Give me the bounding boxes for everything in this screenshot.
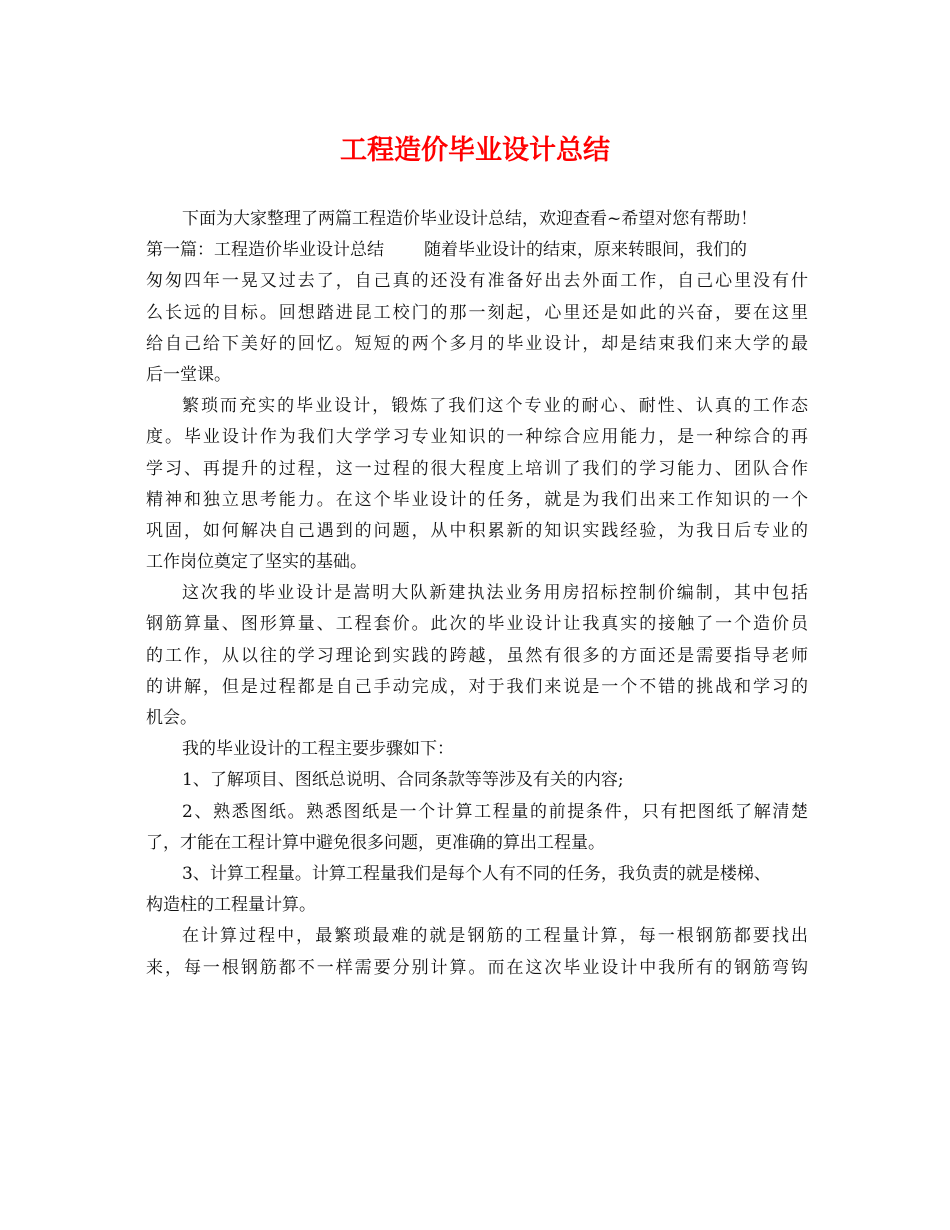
text-line: 么长远的目标。回想踏进昆工校门的那一刻起，心里还是如此的兴奋，要在这里 [146,302,808,323]
text-line: 学习、再提升的过程，这一过程的很大程度上培训了我们的学习能力、团队合作 [146,458,808,479]
text-line: 繁琐而充实的毕业设计，锻炼了我们这个专业的耐心、耐性、认真的工作态 [182,396,808,417]
document-body [146,204,808,984]
text-line: 巩固，如何解决自己遇到的问题，从中积累新的知识实践经验，为我日后专业的 [146,520,808,541]
text-line: 下面为大家整理了两篇工程造价毕业设计总结，欢迎查看~希望对您有帮助！ [182,209,758,229]
text-line [146,235,808,266]
text-line: 了，才能在工程计算中避免很多问题，更准确的算出工程量。 [146,832,605,853]
text-line: 机会。 [146,708,197,728]
text-line: 在计算过程中，最繁琐最难的就是钢筋的工程量计算，每一根钢筋都要找出 [182,926,808,947]
text-line: 2、熟悉图纸。熟悉图纸是一个计算工程量的前提条件，只有把图纸了解清楚 [182,801,808,822]
text-line: 1、了解项目、图纸总说明、合同条款等等涉及有关的内容; [182,770,624,791]
text-line: 精神和独立思考能力。在这个毕业设计的任务，就是为我们出来工作知识的一个 [146,489,808,510]
text-line: 构造柱的工程量计算。 [146,895,316,916]
text-line: 这次我的毕业设计是嵩明大队新建执法业务用房招标控制价编制，其中包括 [182,583,808,604]
text-line: 来，每一根钢筋都不一样需要分别计算。而在这次毕业设计中我所有的钢筋弯钩 [146,957,808,978]
text-line: 的讲解，但是过程都是自己手动完成，对于我们来说是一个不错的挑战和学习的 [146,676,808,697]
text-line-continuation: 随着毕业设计的结束，原来转眼间，我们的 [424,240,747,261]
text-line: 匆匆四年一晃又过去了，自己真的还没有准备好出去外面工作，自己心里没有什 [146,271,808,292]
text-line: 后一堂课。 [146,364,231,385]
text-line: 的工作，从以往的学习理论到实践的跨越，虽然有很多的方面还是需要指导老师 [146,645,808,666]
text-line: 给自己给下美好的回忆。短短的两个多月的毕业设计，却是结束我们来大学的最 [146,333,808,354]
text-line: 钢筋算量、图形算量、工程套价。此次的毕业设计让我真实的接触了一个造价员 [146,614,808,635]
section-heading: 第一篇：工程造价毕业设计总结 [146,240,384,261]
text-line: 3、计算工程量。计算工程量我们是每个人有不同的任务，我负责的就是楼梯、 [182,863,771,884]
text-line: 工作岗位奠定了坚实的基础。 [146,552,367,573]
text-line: 度。毕业设计作为我们大学学习专业知识的一种综合应用能力，是一种综合的再 [146,427,808,448]
text-line: 我的毕业设计的工程主要步骤如下： [182,739,454,760]
document-title: 工程造价毕业设计总结 [340,135,610,166]
